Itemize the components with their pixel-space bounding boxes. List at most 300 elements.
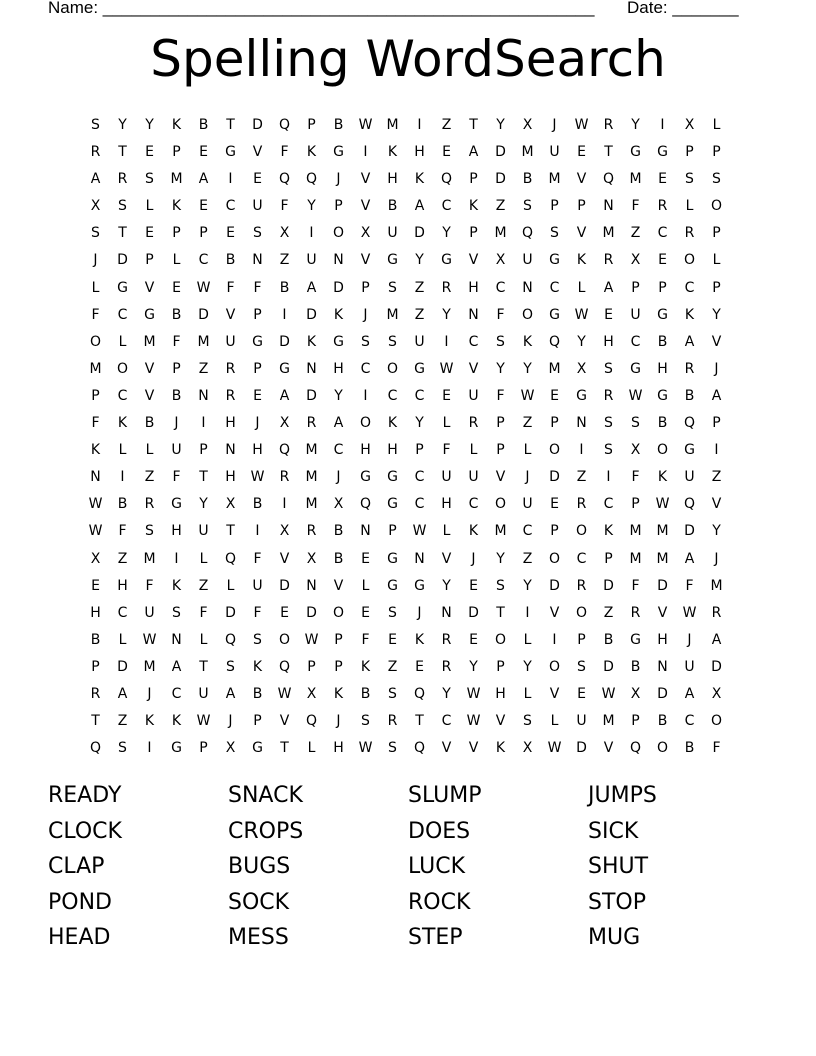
grid-letter: V: [144, 387, 155, 404]
grid-letter: A: [414, 198, 425, 215]
grid-letter: E: [199, 198, 208, 215]
grid-letter: Y: [334, 387, 343, 404]
grid-letter: D: [657, 685, 668, 702]
grid-letter: V: [711, 333, 722, 350]
grid-letter: Y: [199, 496, 208, 513]
grid-letter: L: [550, 713, 559, 730]
grid-letter: M: [143, 550, 156, 567]
grid-letter: P: [91, 387, 100, 404]
grid-letter: E: [226, 225, 235, 242]
grid-letter: J: [552, 117, 557, 133]
grid-letter: T: [604, 144, 613, 161]
grid-letter: L: [145, 442, 154, 459]
grid-letter: B: [333, 117, 344, 133]
grid-letter: G: [387, 469, 398, 486]
grid-letter: D: [279, 577, 290, 594]
grid-letter: I: [552, 631, 557, 648]
grid-letter: Q: [548, 333, 561, 350]
grid-letter: I: [660, 117, 665, 133]
grid-letter: J: [255, 415, 260, 432]
grid-letter: V: [144, 360, 155, 377]
date-field-label: Date: _______: [627, 0, 739, 17]
grid-letter: V: [468, 360, 479, 377]
grid-letter: K: [117, 415, 128, 432]
grid-letter: S: [685, 171, 694, 188]
word-list-item: MUG: [588, 925, 641, 950]
word-list-item: CROPS: [228, 818, 304, 844]
grid-letter: S: [145, 171, 154, 188]
grid-letter: M: [602, 713, 615, 730]
grid-letter: L: [442, 415, 451, 432]
grid-letter: D: [225, 604, 236, 621]
grid-letter: P: [631, 279, 640, 296]
grid-letter: G: [333, 144, 344, 161]
grid-letter: M: [494, 225, 507, 242]
grid-letter: Z: [576, 469, 587, 486]
grid-letter: F: [361, 631, 370, 648]
grid-letter: M: [197, 333, 210, 350]
word-list-item: SHUT: [588, 854, 649, 879]
grid-letter: A: [198, 171, 209, 188]
grid-letter: A: [711, 387, 722, 404]
grid-letter: L: [469, 442, 478, 459]
grid-letter: X: [360, 225, 371, 242]
grid-letter: P: [631, 496, 640, 513]
grid-letter: J: [336, 171, 341, 188]
grid-letter: S: [496, 333, 505, 350]
grid-letter: Z: [603, 604, 614, 621]
grid-letter: R: [225, 360, 236, 377]
grid-letter: G: [171, 496, 182, 513]
word-list: [48, 778, 768, 956]
grid-letter: F: [631, 198, 640, 215]
grid-letter: G: [387, 496, 398, 513]
grid-letter: E: [577, 685, 586, 702]
grid-letter: C: [549, 279, 560, 296]
grid-letter: S: [523, 198, 532, 215]
grid-letter: O: [656, 442, 669, 459]
grid-letter: U: [225, 333, 236, 350]
grid-letter: T: [199, 658, 208, 675]
grid-letter: U: [252, 198, 263, 215]
grid-letter: U: [630, 306, 641, 323]
grid-letter: J: [147, 685, 152, 702]
grid-letter: O: [575, 523, 588, 540]
grid-letter: O: [521, 306, 534, 323]
grid-letter: A: [333, 415, 344, 432]
grid-letter: T: [415, 713, 424, 730]
grid-letter: Z: [495, 198, 506, 215]
grid-letter: I: [606, 469, 611, 486]
grid-letter: Q: [629, 740, 642, 757]
grid-letter: H: [657, 360, 668, 377]
grid-letter: O: [116, 360, 129, 377]
grid-letter: P: [712, 225, 721, 242]
grid-letter: D: [657, 577, 668, 594]
grid-letter: S: [91, 117, 100, 133]
grid-letter: U: [414, 333, 425, 350]
grid-letter: L: [523, 442, 532, 459]
grid-letter: M: [656, 523, 669, 540]
grid-letter: Q: [413, 740, 426, 757]
grid-letter: W: [277, 685, 292, 702]
grid-letter: R: [684, 225, 695, 242]
grid-letter: Y: [523, 360, 532, 377]
grid-letter: U: [684, 469, 695, 486]
grid-letter: U: [306, 252, 317, 269]
grid-letter: T: [280, 740, 289, 757]
grid-letter: G: [144, 306, 155, 323]
grid-letter: H: [657, 631, 668, 648]
grid-letter: Z: [117, 713, 128, 730]
grid-letter: P: [334, 658, 343, 675]
grid-letter: Y: [442, 577, 451, 594]
grid-letter: H: [603, 333, 614, 350]
grid-letter: A: [711, 631, 722, 648]
grid-letter: I: [579, 442, 584, 459]
grid-letter: D: [495, 171, 506, 188]
grid-letter: P: [550, 523, 559, 540]
grid-letter: G: [549, 306, 560, 323]
word-list-item: SLUMP: [408, 783, 482, 808]
grid-letter: Q: [359, 496, 372, 513]
grid-letter: N: [603, 198, 614, 215]
grid-letter: R: [684, 360, 695, 377]
grid-letter: P: [604, 550, 613, 567]
grid-letter: K: [144, 713, 155, 730]
grid-letter: H: [387, 442, 398, 459]
grid-letter: N: [576, 415, 587, 432]
grid-letter: Y: [496, 360, 505, 377]
grid-letter: G: [387, 577, 398, 594]
grid-letter: J: [93, 252, 98, 269]
grid-letter: U: [468, 387, 479, 404]
grid-letter: S: [361, 713, 370, 730]
grid-letter: U: [549, 144, 560, 161]
grid-letter: P: [253, 306, 262, 323]
grid-letter: K: [468, 523, 479, 540]
grid-letter: B: [684, 387, 695, 404]
grid-letter: V: [468, 252, 479, 269]
grid-letter: V: [225, 306, 236, 323]
grid-letter: E: [604, 306, 613, 323]
grid-letter: Q: [278, 117, 291, 133]
grid-letter: K: [522, 333, 533, 350]
word-list-item: STEP: [408, 925, 463, 950]
grid-letter: H: [117, 577, 128, 594]
grid-letter: W: [574, 117, 589, 133]
grid-letter: M: [629, 550, 642, 567]
grid-letter: V: [279, 713, 290, 730]
grid-letter: I: [714, 442, 719, 459]
grid-letter: H: [468, 279, 479, 296]
grid-letter: M: [548, 360, 561, 377]
grid-letter: A: [306, 279, 317, 296]
grid-letter: M: [143, 333, 156, 350]
grid-letter: Y: [712, 523, 721, 540]
grid-letter: U: [441, 469, 452, 486]
grid-letter: U: [684, 658, 695, 675]
grid-letter: T: [469, 117, 478, 133]
grid-letter: B: [360, 685, 371, 702]
grid-letter: D: [306, 604, 317, 621]
grid-letter: K: [495, 740, 506, 757]
grid-letter: L: [91, 279, 100, 296]
grid-letter: P: [145, 252, 154, 269]
word-list-item: JUMPS: [588, 783, 657, 808]
grid-letter: L: [307, 740, 316, 757]
grid-letter: P: [469, 225, 478, 242]
grid-letter: X: [306, 550, 317, 567]
grid-letter: V: [549, 685, 560, 702]
grid-letter: M: [521, 144, 534, 161]
grid-letter: C: [576, 550, 587, 567]
grid-letter: V: [252, 144, 263, 161]
grid-letter: H: [360, 442, 371, 459]
grid-letter: F: [118, 523, 127, 540]
grid-letter: Q: [224, 550, 237, 567]
grid-letter: F: [253, 550, 262, 567]
grid-letter: D: [414, 225, 425, 242]
grid-letter: R: [306, 415, 317, 432]
grid-letter: Y: [712, 306, 721, 323]
grid-letter: E: [361, 550, 370, 567]
grid-letter: C: [684, 713, 695, 730]
grid-letter: C: [171, 685, 182, 702]
grid-letter: O: [548, 550, 561, 567]
grid-letter: K: [306, 144, 317, 161]
grid-letter: P: [361, 279, 370, 296]
grid-letter: P: [685, 144, 694, 161]
grid-letter: H: [333, 360, 344, 377]
grid-letter: D: [576, 740, 587, 757]
grid-letter: G: [441, 252, 452, 269]
grid-letter: Y: [145, 117, 154, 133]
grid-letter: X: [630, 252, 641, 269]
grid-letter: B: [657, 713, 668, 730]
grid-letter: C: [630, 333, 641, 350]
grid-letter: D: [117, 658, 128, 675]
grid-letter: Y: [496, 550, 505, 567]
grid-letter: E: [361, 604, 370, 621]
grid-letter: B: [171, 387, 182, 404]
grid-letter: C: [414, 469, 425, 486]
grid-letter: C: [117, 604, 128, 621]
grid-letter: N: [198, 387, 209, 404]
grid-letter: D: [495, 144, 506, 161]
grid-letter: K: [333, 685, 344, 702]
grid-letter: Y: [442, 225, 451, 242]
grid-letter: U: [522, 252, 533, 269]
grid-letter: A: [684, 685, 695, 702]
grid-letter: S: [523, 713, 532, 730]
grid-letter: S: [631, 415, 640, 432]
grid-letter: Z: [387, 658, 398, 675]
grid-letter: G: [360, 469, 371, 486]
grid-letter: L: [712, 117, 721, 133]
grid-letter: C: [117, 387, 128, 404]
grid-letter: D: [603, 577, 614, 594]
grid-letter: E: [253, 387, 262, 404]
grid-letter: R: [657, 198, 668, 215]
grid-letter: R: [441, 279, 452, 296]
grid-letter: X: [684, 117, 695, 133]
grid-letter: T: [118, 225, 127, 242]
grid-letter: R: [441, 658, 452, 675]
grid-letter: M: [170, 171, 183, 188]
grid-letter: P: [334, 198, 343, 215]
grid-letter: Q: [683, 415, 696, 432]
grid-letter: B: [225, 252, 236, 269]
grid-letter: O: [548, 442, 561, 459]
grid-letter: K: [387, 144, 398, 161]
grid-letter: B: [657, 415, 668, 432]
grid-letter: L: [172, 252, 181, 269]
grid-letter: M: [305, 469, 318, 486]
grid-letter: B: [333, 550, 344, 567]
grid-letter: R: [117, 171, 128, 188]
grid-letter: N: [468, 306, 479, 323]
grid-letter: H: [90, 604, 101, 621]
grid-letter: R: [603, 117, 614, 133]
grid-letter: P: [577, 198, 586, 215]
grid-letter: T: [199, 469, 208, 486]
grid-letter: E: [442, 144, 451, 161]
grid-letter: U: [198, 523, 209, 540]
grid-letter: U: [468, 469, 479, 486]
grid-letter: Y: [523, 577, 532, 594]
grid-letter: H: [225, 469, 236, 486]
grid-letter: H: [495, 685, 506, 702]
grid-letter: L: [118, 333, 127, 350]
grid-letter: U: [252, 577, 263, 594]
grid-letter: M: [602, 225, 615, 242]
word-list-item: DOES: [408, 818, 471, 844]
grid-letter: X: [90, 550, 101, 567]
grid-letter: E: [550, 387, 559, 404]
grid-letter: B: [630, 658, 641, 675]
word-list-item: SICK: [588, 818, 639, 844]
grid-letter: W: [196, 279, 211, 296]
grid-letter: L: [685, 198, 694, 215]
grid-letter: O: [575, 604, 588, 621]
grid-letter: N: [225, 442, 236, 459]
grid-letter: E: [91, 577, 100, 594]
grid-letter: F: [91, 306, 100, 323]
grid-letter: Z: [630, 225, 641, 242]
grid-letter: L: [442, 523, 451, 540]
grid-letter: B: [333, 523, 344, 540]
grid-letter: E: [415, 658, 424, 675]
grid-letter: I: [174, 550, 179, 567]
grid-letter: V: [279, 550, 290, 567]
word-list-item: READY: [48, 783, 122, 808]
grid-letter: K: [576, 252, 587, 269]
grid-letter: R: [441, 631, 452, 648]
grid-letter: N: [522, 279, 533, 296]
grid-letter: L: [118, 631, 127, 648]
grid-letter: V: [360, 198, 371, 215]
grid-letter: D: [603, 658, 614, 675]
grid-letter: V: [576, 225, 587, 242]
grid-letter: B: [279, 279, 290, 296]
grid-letter: R: [144, 496, 155, 513]
grid-letter: N: [306, 577, 317, 594]
grid-letter: K: [414, 631, 425, 648]
grid-letter: G: [387, 252, 398, 269]
grid-letter: R: [576, 577, 587, 594]
grid-letter: F: [172, 469, 181, 486]
grid-letter: R: [576, 496, 587, 513]
grid-letter: Z: [522, 550, 533, 567]
grid-letter: W: [574, 306, 589, 323]
grid-letter: M: [305, 442, 318, 459]
grid-letter: X: [279, 415, 290, 432]
grid-letter: Z: [711, 469, 722, 486]
grid-letter: T: [118, 144, 127, 161]
grid-letter: N: [360, 523, 371, 540]
grid-letter: W: [250, 469, 265, 486]
grid-letter: E: [577, 144, 586, 161]
page-title: Spelling WordSearch: [150, 30, 666, 88]
grid-letter: M: [710, 577, 723, 594]
grid-letter: P: [307, 658, 316, 675]
grid-letter: Y: [415, 252, 424, 269]
grid-letter: W: [142, 631, 157, 648]
grid-letter: S: [604, 415, 613, 432]
grid-letter: F: [280, 144, 289, 161]
grid-letter: S: [388, 740, 397, 757]
grid-letter: B: [171, 306, 182, 323]
grid-letter: O: [386, 360, 399, 377]
grid-letter: X: [630, 442, 641, 459]
grid-letter: Y: [469, 658, 478, 675]
grid-letter: C: [225, 198, 236, 215]
grid-letter: K: [603, 523, 614, 540]
grid-letter: K: [171, 713, 182, 730]
grid-letter: N: [441, 604, 452, 621]
grid-letter: E: [145, 225, 154, 242]
grid-letter: A: [225, 685, 236, 702]
grid-letter: R: [387, 713, 398, 730]
grid-letter: M: [305, 496, 318, 513]
grid-letter: D: [306, 306, 317, 323]
grid-letter: B: [144, 415, 155, 432]
grid-letter: C: [468, 333, 479, 350]
grid-letter: V: [603, 740, 614, 757]
grid-letter: L: [361, 577, 370, 594]
grid-letter: H: [387, 171, 398, 188]
grid-letter: S: [388, 333, 397, 350]
grid-letter: C: [414, 387, 425, 404]
grid-letter: C: [441, 198, 452, 215]
grid-letter: X: [711, 685, 722, 702]
grid-letter: M: [548, 171, 561, 188]
grid-letter: K: [684, 306, 695, 323]
grid-letter: E: [469, 631, 478, 648]
grid-letter: P: [577, 631, 586, 648]
grid-letter: M: [656, 550, 669, 567]
grid-letter: S: [361, 333, 370, 350]
grid-letter: W: [655, 496, 670, 513]
grid-letter: P: [253, 360, 262, 377]
grid-letter: F: [631, 577, 640, 594]
grid-letter: H: [333, 740, 344, 757]
grid-letter: Y: [118, 117, 127, 133]
grid-letter: V: [468, 740, 479, 757]
grid-letter: Y: [442, 685, 451, 702]
grid-letter: Q: [440, 171, 453, 188]
